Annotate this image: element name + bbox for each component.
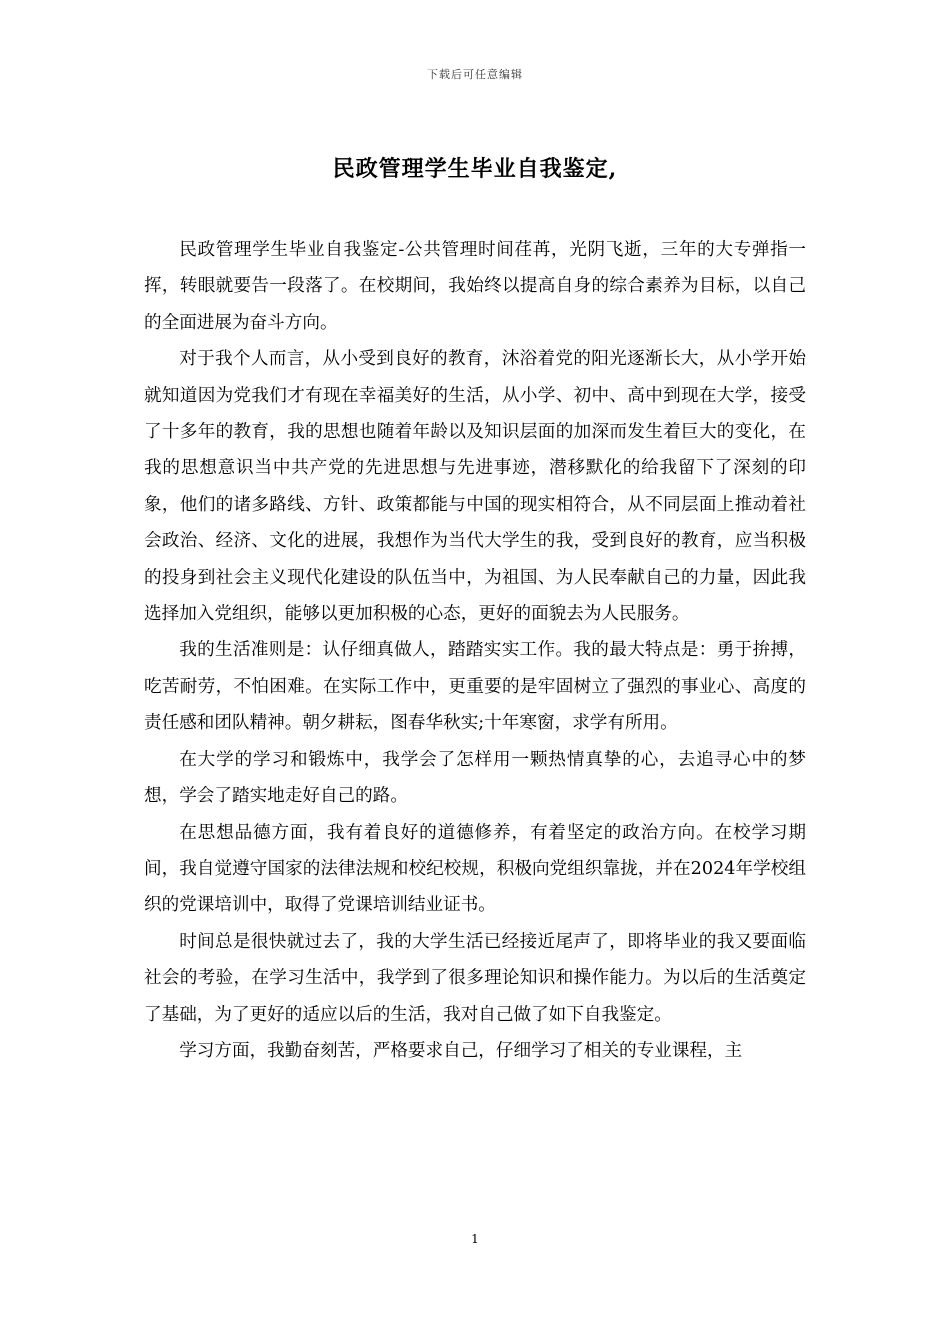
document-title: 民政管理学生毕业自我鉴定, xyxy=(332,156,618,182)
paragraph: 在大学的学习和锻炼中，我学会了怎样用一颗热情真挚的心，去追寻心中的梦想，学会了踏实地走好自己的路。 xyxy=(144,749,806,807)
paragraph: 对于我个人而言，从小受到良好的教育，沐浴着党的阳光逐渐长大，从小学开始就知道因为党我们才有现在幸福美好的生活，从小学、初中、高中到现在大学，接受了十多年的教育，我的思想也随着年龄以及知识层面的加深而发生着巨大的变化，在我的思想意识当中共产党的先进思想与先进事迹，潜移默化的给我留下了深刻的印象，他们的诸多路线、方针、政策都能与中国的现实相符合，从不同层面上推动着社会政治、经济、文化的进展，我想作为当代大学生的我，受到良好的教育，应当积极的投身到社会主义现代化建设的队伍当中，为祖国、为人民奉献自己的力量，因此我选择加入党组织，能够以更加积极的心态，更好的面貌去为人民服务。 xyxy=(144,349,806,625)
document-body xyxy=(144,232,806,1069)
header-note: 下载后可任意编辑 xyxy=(427,68,523,81)
paragraph: 民政管理学生毕业自我鉴定-公共管理时间荏苒，光阴飞逝，三年的大专弹指一挥，转眼就要告一段落了。在校期间，我始终以提高自身的综合素养为目标，以自己的全面进展为奋斗方向。 xyxy=(144,240,806,333)
paragraph: 在思想品德方面，我有着良好的道德修养，有着坚定的政治方向。在校学习期间，我自觉遵守国家的法律法规和校纪校规，积极向党组织靠拢，并在2024年学校组织的党课培训中，取得了党课培训结业证书。 xyxy=(144,822,806,916)
paragraph: 我的生活准则是：认仔细真做人，踏踏实实工作。我的最大特点是：勇于拚搏，吃苦耐劳，不怕困难。在实际工作中，更重要的是牢固树立了强烈的事业心、高度的责任感和团队精神。朝夕耕耘，图春华秋实;十年寒窗，求学有所用。 xyxy=(144,640,806,734)
page-number: 1 xyxy=(471,1232,479,1246)
paragraph: 学习方面，我勤奋刻苦，严格要求自己，仔细学习了相关的专业课程，主 xyxy=(179,1040,743,1061)
paragraph: 时间总是很快就过去了，我的大学生活已经接近尾声了，即将毕业的我又要面临社会的考验，在学习生活中，我学到了很多理论知识和操作能力。为以后的生活奠定了基础，为了更好的适应以后的生活，我对自己做了如下自我鉴定。 xyxy=(144,931,806,1025)
